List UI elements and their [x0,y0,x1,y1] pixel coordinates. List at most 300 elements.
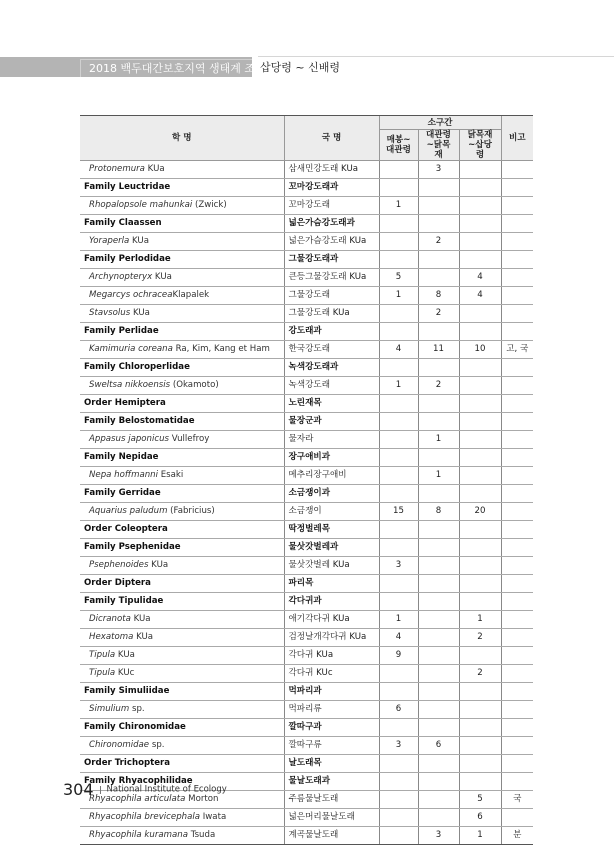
cell-count-sub3 [459,215,501,233]
cell-count-sub1 [379,539,418,557]
cell-scientific-name [80,431,284,449]
cell-korean-name: 먹파리류 [284,701,379,719]
running-header-subtitle: 삽당령 ~ 신배령 [260,61,340,74]
cell-count-sub2 [418,323,459,341]
scientific-name-author: Family Leuctridae [84,182,171,192]
cell-korean-name: 각다귀과 [284,593,379,611]
cell-scientific-name [80,413,284,431]
table-row-species [80,377,533,395]
cell-korean-name: 파리목 [284,575,379,593]
cell-scientific-name [80,665,284,683]
table-row-species [80,269,533,287]
cell-count-sub1 [379,809,418,827]
scientific-name-italic: Yoraperla [89,236,130,246]
scientific-name-italic: Psephenoides [89,560,149,570]
cell-korean-name: 딱정벌레목 [284,521,379,539]
cell-count-sub2 [418,197,459,215]
table-row-species [80,161,533,179]
cell-scientific-name [80,755,284,773]
cell-count-sub1 [379,395,418,413]
scientific-name-italic: Tipula [89,650,116,660]
cell-scientific-name [80,629,284,647]
cell-scientific-name [80,377,284,395]
col-header-scientific-name: 학 명 [80,116,284,161]
scientific-name-author: KUc [115,668,135,678]
table-row-species [80,233,533,251]
cell-korean-name: 꼬마강도래 [284,197,379,215]
cell-count-sub1 [379,485,418,503]
cell-count-sub3 [459,305,501,323]
col-header-sub1-label: 매봉~대관령 [386,135,411,155]
cell-count-sub1: 9 [379,647,418,665]
col-header-sub3-label: 닭목재~삽당령 [467,130,493,160]
table-row-taxon-group [80,593,533,611]
cell-count-sub2 [418,701,459,719]
cell-count-sub2 [418,665,459,683]
cell-korean-name: 그물강도래 [284,287,379,305]
cell-note [501,575,533,593]
footer-separator [100,786,101,794]
cell-scientific-name [80,827,284,845]
table-row-species [80,665,533,683]
running-header-title: 2018 백두대간보호지역 생태계 조사 [80,59,252,77]
scientific-name-italic: Hexatoma [89,632,134,642]
cell-count-sub3 [459,395,501,413]
cell-count-sub1 [379,305,418,323]
table-row-taxon-group [80,755,533,773]
cell-count-sub3: 10 [459,341,501,359]
cell-count-sub2 [418,647,459,665]
table-row-taxon-group [80,395,533,413]
cell-count-sub2 [418,251,459,269]
scientific-name-author: Family Chironomidae [84,722,186,732]
cell-korean-name: 한국강도래 [284,341,379,359]
cell-count-sub2: 2 [418,233,459,251]
cell-count-sub3 [459,377,501,395]
cell-note [501,719,533,737]
cell-count-sub3: 1 [459,611,501,629]
cell-count-sub2 [418,773,459,791]
cell-count-sub1 [379,575,418,593]
cell-korean-name: 주름물날도래 [284,791,379,809]
cell-note [501,485,533,503]
cell-count-sub2: 8 [418,503,459,521]
cell-korean-name: 깔따구과 [284,719,379,737]
cell-scientific-name [80,593,284,611]
cell-count-sub3: 2 [459,665,501,683]
scientific-name-author: Family Tipulidae [84,596,164,606]
cell-count-sub3 [459,647,501,665]
cell-count-sub3: 20 [459,503,501,521]
cell-scientific-name [80,161,284,179]
scientific-name-author: Family Belostomatidae [84,416,195,426]
cell-korean-name: 각다귀 KUa [284,647,379,665]
scientific-name-author: sp. [149,740,165,750]
cell-count-sub1 [379,323,418,341]
cell-count-sub1: 4 [379,341,418,359]
scientific-name-author: KUa [115,650,135,660]
cell-note: 국 [501,791,533,809]
cell-count-sub2: 11 [418,341,459,359]
cell-note [501,539,533,557]
cell-korean-name: 물삿갓벌레과 [284,539,379,557]
scientific-name-italic: Aquarius paludum [89,506,168,516]
scientific-name-author: Order Hemiptera [84,398,166,408]
cell-count-sub3 [459,233,501,251]
table-row-species [80,827,533,845]
cell-note [501,359,533,377]
cell-note [501,503,533,521]
species-table [80,115,533,845]
cell-korean-name: 큰등그물강도래 KUa [284,269,379,287]
cell-count-sub1: 1 [379,197,418,215]
cell-note [501,305,533,323]
cell-korean-name: 물자라 [284,431,379,449]
cell-count-sub2 [418,413,459,431]
cell-korean-name: 녹색강도래 [284,377,379,395]
cell-count-sub1 [379,791,418,809]
cell-scientific-name [80,683,284,701]
header-rule [258,56,614,57]
cell-count-sub3 [459,467,501,485]
cell-scientific-name [80,269,284,287]
cell-count-sub2 [418,593,459,611]
cell-note [501,809,533,827]
cell-note: 고, 국 [501,341,533,359]
scientific-name-author: KUa [148,560,169,570]
cell-count-sub2 [418,719,459,737]
cell-count-sub1 [379,827,418,845]
cell-count-sub3 [459,593,501,611]
table-row-taxon-group [80,485,533,503]
cell-scientific-name [80,395,284,413]
scientific-name-author: Klapalek [172,290,210,300]
cell-count-sub3 [459,521,501,539]
cell-note [501,701,533,719]
cell-korean-name: 각다귀 KUc [284,665,379,683]
cell-count-sub2 [418,395,459,413]
scientific-name-author: Order Trichoptera [84,758,171,768]
cell-scientific-name [80,521,284,539]
cell-count-sub2 [418,809,459,827]
cell-count-sub3 [459,449,501,467]
cell-count-sub3 [459,413,501,431]
cell-scientific-name [80,215,284,233]
cell-count-sub3 [459,575,501,593]
scientific-name-italic: Simulium [89,704,130,714]
cell-count-sub2 [418,683,459,701]
cell-korean-name: 애기각다귀 KUa [284,611,379,629]
scientific-name-author: (Okamoto) [170,380,219,390]
table-row-taxon-group [80,539,533,557]
cell-note [501,521,533,539]
cell-count-sub2 [418,755,459,773]
cell-count-sub1 [379,179,418,197]
cell-scientific-name [80,449,284,467]
table-row-taxon-group [80,683,533,701]
cell-count-sub2 [418,485,459,503]
scientific-name-author: Family Gerridae [84,488,161,498]
cell-count-sub3 [459,161,501,179]
scientific-name-author: Family Psephenidae [84,542,181,552]
cell-note [501,161,533,179]
cell-count-sub3 [459,773,501,791]
scientific-name-italic: Rhyacophila articulata [89,794,186,804]
cell-scientific-name [80,539,284,557]
cell-scientific-name [80,251,284,269]
cell-korean-name: 소금쟁이과 [284,485,379,503]
cell-count-sub3 [459,359,501,377]
table-row-taxon-group [80,521,533,539]
scientific-name-italic: Stavsolus [89,308,131,318]
table-row-species [80,197,533,215]
scientific-name-author: Family Chloroperlidae [84,362,190,372]
scientific-name-author: KUa [129,236,149,246]
table-row-species [80,701,533,719]
cell-count-sub3 [459,485,501,503]
table-row-species [80,611,533,629]
table-row-taxon-group [80,323,533,341]
scientific-name-author: (Zwick) [192,200,227,210]
scientific-name-italic: Megarcys ochracea [89,290,173,300]
cell-scientific-name [80,359,284,377]
col-header-sub1 [379,130,418,161]
table-row-species [80,431,533,449]
cell-note [501,215,533,233]
cell-note [501,377,533,395]
scientific-name-author: Tsuda [188,830,216,840]
cell-note [501,197,533,215]
cell-count-sub1 [379,359,418,377]
cell-note [501,683,533,701]
cell-count-sub1 [379,665,418,683]
cell-korean-name: 넓은가슴강도래 KUa [284,233,379,251]
cell-count-sub3 [459,737,501,755]
page-footer [63,779,227,799]
scientific-name-author: KUa [130,308,150,318]
cell-scientific-name [80,305,284,323]
cell-count-sub1 [379,413,418,431]
cell-scientific-name [80,503,284,521]
cell-count-sub3: 5 [459,791,501,809]
table-row-taxon-group [80,449,533,467]
cell-count-sub3 [459,251,501,269]
cell-count-sub3: 6 [459,809,501,827]
cell-korean-name: 넓은가슴강도래과 [284,215,379,233]
cell-count-sub1: 15 [379,503,418,521]
cell-count-sub1 [379,521,418,539]
cell-count-sub1 [379,773,418,791]
cell-count-sub2 [418,629,459,647]
scientific-name-author: Family Rhyacophilidae [84,776,193,786]
scientific-name-author: Morton [185,794,219,804]
cell-count-sub1: 1 [379,611,418,629]
cell-count-sub3: 4 [459,269,501,287]
cell-count-sub2 [418,215,459,233]
cell-count-sub2 [418,557,459,575]
table-row-taxon-group [80,215,533,233]
table-row-species [80,737,533,755]
cell-note [501,233,533,251]
cell-note [501,431,533,449]
cell-count-sub2 [418,575,459,593]
cell-korean-name: 메추리장구애비 [284,467,379,485]
cell-count-sub1 [379,215,418,233]
scientific-name-author: Order Diptera [84,578,151,588]
cell-note [501,449,533,467]
scientific-name-author: KUa [144,164,165,174]
cell-count-sub2: 1 [418,467,459,485]
cell-count-sub2 [418,539,459,557]
cell-note [501,773,533,791]
cell-note [501,611,533,629]
cell-korean-name: 꼬마강도래과 [284,179,379,197]
cell-korean-name: 노린재목 [284,395,379,413]
scientific-name-author: Family Nepidae [84,452,159,462]
cell-count-sub2: 2 [418,377,459,395]
table-row-species [80,647,533,665]
cell-count-sub1 [379,683,418,701]
table-row-taxon-group [80,251,533,269]
cell-scientific-name [80,233,284,251]
cell-count-sub3: 1 [459,827,501,845]
cell-scientific-name [80,485,284,503]
cell-count-sub1 [379,593,418,611]
scientific-name-author: Iwata [200,812,227,822]
table-row-species [80,503,533,521]
table-row-species [80,341,533,359]
cell-scientific-name [80,341,284,359]
scientific-name-author: Vullefroy [169,434,210,444]
scientific-name-italic: Sweltsa nikkoensis [89,380,171,390]
col-header-sub3 [459,130,501,161]
cell-count-sub3 [459,431,501,449]
cell-korean-name: 소금쟁이 [284,503,379,521]
cell-scientific-name [80,737,284,755]
scientific-name-author: KUa [133,632,154,642]
cell-note [501,395,533,413]
cell-scientific-name [80,467,284,485]
scientific-name-author: Family Perlodidae [84,254,171,264]
scientific-name-italic: Rhopalopsole mahunkai [89,200,193,210]
cell-korean-name: 삼새민강도래 KUa [284,161,379,179]
table-row-taxon-group [80,575,533,593]
cell-count-sub3 [459,755,501,773]
cell-count-sub2: 1 [418,431,459,449]
cell-count-sub3 [459,719,501,737]
col-header-subsection: 소구간 [379,116,501,130]
table-row-species [80,305,533,323]
cell-count-sub3 [459,323,501,341]
cell-count-sub2: 2 [418,305,459,323]
cell-scientific-name [80,287,284,305]
col-header-korean-name: 국 명 [284,116,379,161]
scientific-name-italic: Archynopteryx [89,272,153,282]
cell-scientific-name [80,701,284,719]
cell-count-sub1 [379,467,418,485]
cell-count-sub2 [418,179,459,197]
scientific-name-author: Family Perlidae [84,326,159,336]
table-row-taxon-group [80,359,533,377]
scientific-name-author: sp. [129,704,145,714]
col-header-sub2 [418,130,459,161]
scientific-name-italic: Tipula [89,668,116,678]
cell-korean-name: 계곡물날도래 [284,827,379,845]
cell-korean-name: 물장군과 [284,413,379,431]
table-row-taxon-group [80,719,533,737]
cell-scientific-name [80,647,284,665]
cell-korean-name: 물삿갓벌레 KUa [284,557,379,575]
cell-note [501,647,533,665]
cell-count-sub2: 8 [418,287,459,305]
cell-note [501,467,533,485]
cell-count-sub3 [459,701,501,719]
cell-count-sub2: 6 [418,737,459,755]
cell-count-sub1 [379,251,418,269]
scientific-name-author: Esaki [158,470,184,480]
scientific-name-italic: Appasus japonicus [89,434,170,444]
table-row-species [80,557,533,575]
table-row-species [80,629,533,647]
cell-count-sub1: 4 [379,629,418,647]
cell-scientific-name [80,323,284,341]
cell-count-sub2 [418,359,459,377]
cell-count-sub1: 5 [379,269,418,287]
scientific-name-italic: Protonemura [89,164,145,174]
cell-count-sub2 [418,449,459,467]
cell-korean-name: 녹색강도래과 [284,359,379,377]
cell-count-sub3: 2 [459,629,501,647]
cell-count-sub1 [379,233,418,251]
cell-count-sub2 [418,791,459,809]
table-row-taxon-group [80,179,533,197]
cell-count-sub3: 4 [459,287,501,305]
cell-note: 분 [501,827,533,845]
cell-note [501,557,533,575]
cell-count-sub1: 3 [379,737,418,755]
cell-count-sub1 [379,755,418,773]
cell-note [501,287,533,305]
cell-korean-name: 그물강도래과 [284,251,379,269]
footer-institute: National Institute of Ecology [106,784,227,795]
cell-count-sub2 [418,269,459,287]
cell-scientific-name [80,809,284,827]
table-row-species [80,467,533,485]
cell-count-sub1: 1 [379,287,418,305]
scientific-name-author: Family Simuliidae [84,686,170,696]
cell-count-sub3 [459,197,501,215]
cell-note [501,323,533,341]
table-body [80,161,533,845]
cell-count-sub3 [459,557,501,575]
scientific-name-author: KUa [130,614,151,624]
cell-count-sub2 [418,521,459,539]
cell-count-sub1: 3 [379,557,418,575]
col-header-note: 비고 [501,116,533,161]
col-header-sub2-label: 대관령~닭목재 [426,130,451,160]
cell-count-sub3 [459,683,501,701]
table-row-species [80,809,533,827]
cell-note [501,269,533,287]
cell-korean-name: 날도래목 [284,755,379,773]
scientific-name-italic: Chironomidae [89,740,150,750]
cell-count-sub1: 1 [379,377,418,395]
cell-korean-name: 넓은머리물날도래 [284,809,379,827]
cell-note [501,251,533,269]
cell-count-sub2 [418,611,459,629]
table-row-taxon-group [80,413,533,431]
cell-note [501,179,533,197]
